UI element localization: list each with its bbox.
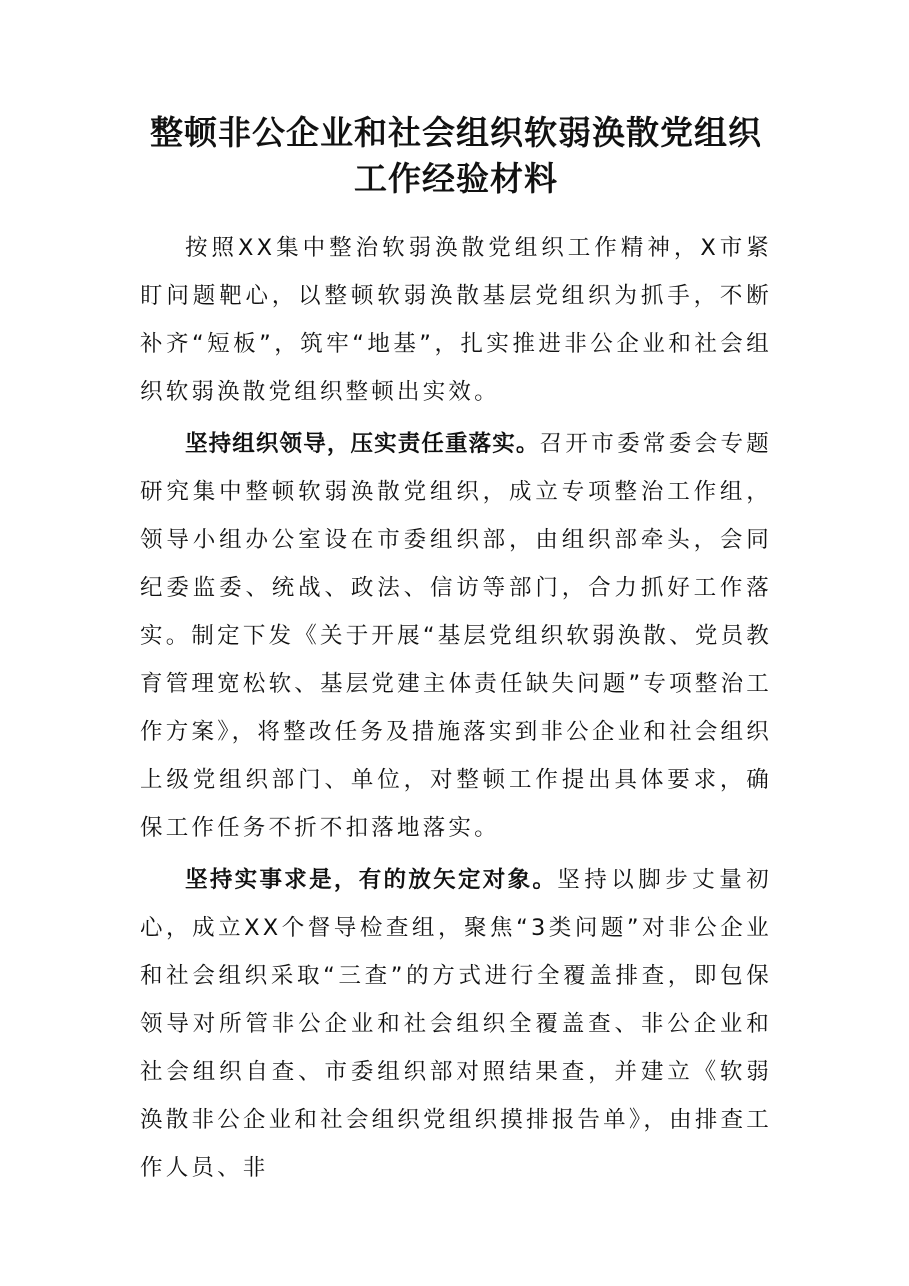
section-2-lead: 坚持实事求是，有的放矢定对象。 [185, 867, 558, 893]
section-2-paragraph [140, 856, 772, 1192]
section-1-lead: 坚持组织领导，压实责任重落实。 [185, 431, 540, 457]
document-page [140, 110, 772, 1196]
title-line-1: 整顿非公企业和社会组织软弱涣散党组织 [150, 113, 762, 152]
section-1-paragraph [140, 420, 772, 852]
intro-paragraph: 按照XX集中整治软弱涣散党组织工作精神，X市紧盯问题靶心，以整顿软弱涣散基层党组织为抓手，不断补齐“短板”，筑牢“地基”，扎实推进非公企业和社会组织软弱涣散党组织整顿出实效。 [140, 235, 772, 405]
document-title [110, 110, 802, 202]
title-line-2: 工作经验材料 [354, 159, 558, 198]
document-body [140, 224, 772, 1192]
section-1-text: 召开市委常委会专题研究集中整顿软弱涣散党组织，成立专项整治工作组，领导小组办公室设在市委组织部，由组织部牵头，会同纪委监委、统战、政法、信访等部门，合力抓好工作落实。制定下发《关于开展“基层党组织软弱涣散、党员教育管理宽松软、基层党建主体责任缺失问题”专项整治工作方案》，将整改任务及措施落实到非公企业和社会组织上级党组织部门、单位，对整顿工作提出具体要求，确保工作任务不折不扣落地落实。 [140, 431, 772, 841]
section-2-text: 坚持以脚步丈量初心，成立XX个督导检查组，聚焦“3类问题”对非公企业和社会组织采取“三查”的方式进行全覆盖排查，即包保领导对所管非公企业和社会组织全覆盖查、非公企业和社会组织自查、市委组织部对照结果查，并建立《软弱涣散非公企业和社会组织党组织摸排报告单》，由排查工作人员、非 [140, 867, 772, 1181]
